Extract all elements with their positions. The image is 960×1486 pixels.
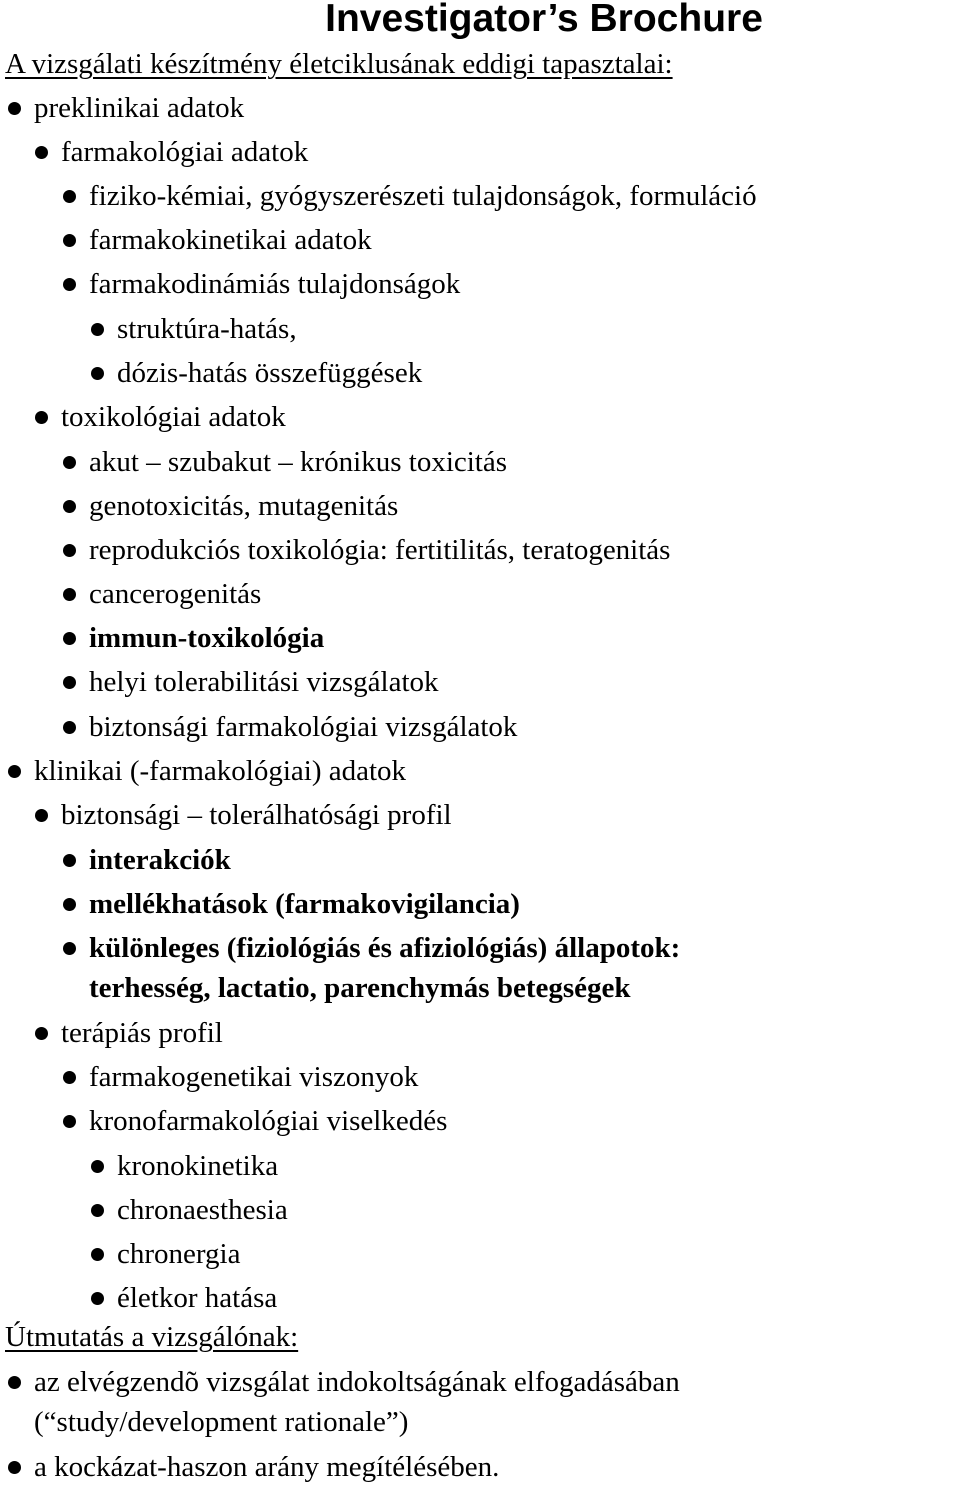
list-item	[61, 134, 308, 170]
list-item	[89, 532, 670, 568]
list-item	[34, 1449, 499, 1485]
list-item	[117, 1280, 277, 1316]
bullet-icon	[8, 102, 21, 115]
list-item-text: genotoxicitás, mutagenitás	[89, 490, 399, 522]
list-item	[89, 488, 398, 524]
list-item	[89, 576, 261, 612]
list-item-text: interakciók	[89, 844, 231, 876]
list-item	[89, 930, 680, 966]
list-item-text: klinikai (-farmakológiai) adatok	[34, 755, 407, 787]
list-item	[117, 1236, 240, 1272]
bullet-icon	[63, 854, 76, 867]
bullet-icon	[63, 632, 76, 645]
bullet-icon	[63, 500, 76, 513]
list-item	[34, 753, 406, 789]
list-item-text: a kockázat-haszon arány megítélésében.	[34, 1451, 500, 1483]
bullet-icon	[63, 456, 76, 469]
list-item-text: életkor hatása	[117, 1282, 278, 1314]
list-item	[117, 1192, 288, 1228]
list-item	[89, 1059, 418, 1095]
bullet-icon	[91, 323, 104, 336]
list-item-text: akut – szubakut – krónikus toxicitás	[89, 446, 508, 478]
list-item	[89, 664, 439, 700]
list-item	[89, 444, 507, 480]
list-item	[89, 178, 757, 214]
list-item	[89, 1103, 447, 1139]
bullet-icon	[91, 1292, 104, 1305]
list-item-text: struktúra-hatás,	[117, 313, 297, 345]
bullet-icon	[35, 809, 48, 822]
list-item-text: az elvégzendõ vizsgálat indokoltságának elfogadásában	[34, 1366, 680, 1398]
section-heading-guidance: Útmutatás a vizsgálónak:	[5, 1321, 299, 1353]
list-item-text: chronergia	[117, 1238, 241, 1270]
list-item	[34, 90, 244, 126]
list-item-text: kronofarmakológiai viselkedés	[89, 1105, 448, 1137]
list-item	[61, 797, 452, 833]
list-item	[89, 842, 231, 878]
list-item-text: fiziko-kémiai, gyógyszerészeti tulajdonságok, formuláció	[89, 180, 757, 212]
list-item-continuation: (“study/development rationale”)	[34, 1406, 409, 1438]
list-item-text: helyi tolerabilitási vizsgálatok	[89, 666, 439, 698]
bullet-icon	[63, 898, 76, 911]
list-item-text: farmakodinámiás tulajdonságok	[89, 268, 461, 300]
list-item-text: terápiás profil	[61, 1017, 223, 1049]
bullet-icon	[63, 190, 76, 203]
list-item-text: reprodukciós toxikológia: fertitilitás, teratogenitás	[89, 534, 671, 566]
bullet-icon	[63, 1115, 76, 1128]
list-item	[89, 620, 324, 656]
bullet-icon	[63, 234, 76, 247]
list-item-continuation: terhesség, lactatio, parenchymás betegségek	[89, 972, 631, 1004]
bullet-icon	[63, 588, 76, 601]
list-item	[34, 1364, 680, 1400]
list-item	[117, 355, 422, 391]
list-item-text: dózis-hatás összefüggések	[117, 357, 423, 389]
bullet-icon	[35, 1027, 48, 1040]
bullet-icon	[91, 367, 104, 380]
bullet-icon	[35, 146, 48, 159]
list-item-text: preklinikai adatok	[34, 92, 245, 124]
list-item	[61, 399, 286, 435]
bullet-icon	[63, 942, 76, 955]
page-title: Investigator’s Brochure	[325, 0, 763, 40]
list-item-text: biztonsági farmakológiai vizsgálatok	[89, 711, 518, 743]
list-item-text: farmakokinetikai adatok	[89, 224, 372, 256]
list-item	[89, 886, 520, 922]
list-item	[117, 311, 297, 347]
list-item-text: különleges (fiziológiás és afiziológiás) állapotok:	[89, 932, 681, 964]
list-item	[89, 709, 517, 745]
bullet-icon	[8, 765, 21, 778]
list-item-text: farmakológiai adatok	[61, 136, 309, 168]
bullet-icon	[63, 278, 76, 291]
bullet-icon	[63, 1071, 76, 1084]
list-item	[117, 1148, 278, 1184]
list-item	[61, 1015, 223, 1051]
list-item	[89, 266, 460, 302]
bullet-icon	[8, 1461, 21, 1474]
list-item-text: chronaesthesia	[117, 1194, 288, 1226]
list-item	[89, 222, 372, 258]
list-item-text: cancerogenitás	[89, 578, 262, 610]
bullet-icon	[35, 411, 48, 424]
list-item-text: immun-toxikológia	[89, 622, 325, 654]
section-heading-experience: A vizsgálati készítmény életciklusának eddigi tapasztalai:	[5, 48, 673, 80]
bullet-icon	[91, 1160, 104, 1173]
list-item-text: kronokinetika	[117, 1150, 279, 1182]
bullet-icon	[63, 676, 76, 689]
bullet-icon	[63, 721, 76, 734]
list-item-text: mellékhatások (farmakovigilancia)	[89, 888, 520, 920]
bullet-icon	[63, 544, 76, 557]
bullet-icon	[91, 1248, 104, 1261]
bullet-icon	[91, 1204, 104, 1217]
list-item-text: farmakogenetikai viszonyok	[89, 1061, 419, 1093]
list-item-text: biztonsági – tolerálhatósági profil	[61, 799, 452, 831]
bullet-icon	[8, 1376, 21, 1389]
list-item-text: toxikológiai adatok	[61, 401, 286, 433]
